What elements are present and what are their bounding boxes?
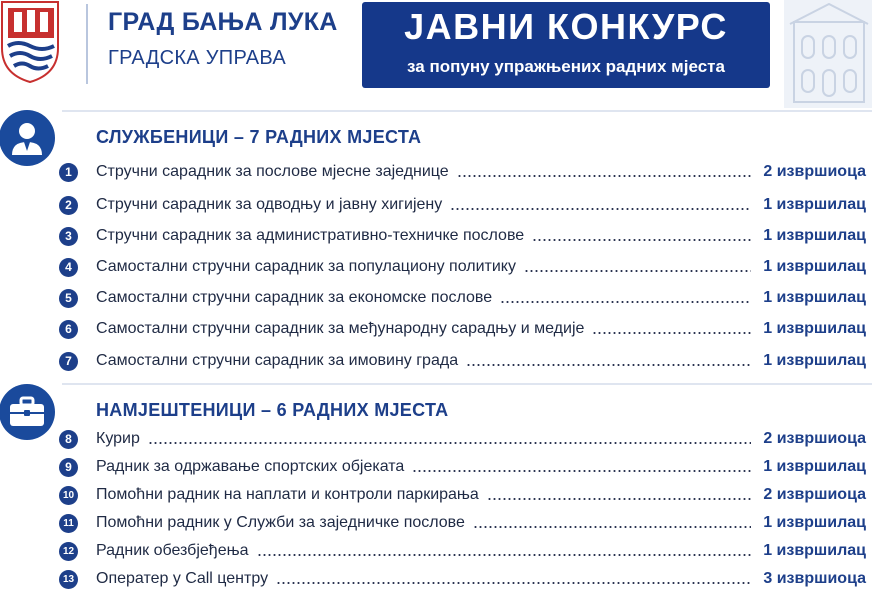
list-item (58, 286, 866, 310)
list-item (58, 455, 866, 479)
list-item (58, 255, 866, 279)
item-number: 9 (59, 458, 78, 477)
position-count: 2 извршиоца (763, 430, 866, 447)
dot-leader (450, 208, 751, 210)
city-coat-of-arms-icon (0, 0, 62, 84)
item-number: 7 (59, 352, 78, 371)
dot-leader (532, 239, 751, 241)
section-workers-badge (0, 384, 55, 440)
item-number: 2 (59, 196, 78, 215)
dot-leader (457, 175, 752, 177)
section-separator (62, 383, 872, 385)
position-title: Самостални стручни сарадник за популациону политику (96, 258, 516, 275)
city-name: ГРАД БАЊА ЛУКА (108, 8, 338, 36)
position-count: 3 извршиоца (763, 570, 866, 587)
list-item (58, 193, 866, 217)
position-title: Радник за одржавање спортских објеката (96, 458, 405, 475)
section-workers-title: НАМЈЕШТЕНИЦИ – 6 РАДНИХ МЈЕСТА (96, 400, 449, 420)
list-item (58, 539, 866, 563)
position-title: Помоћни радник на наплати и контроли паркирања (96, 486, 479, 503)
position-title: Стручни сарадник за одводњу и јавну хигијену (96, 196, 443, 213)
dot-leader (473, 526, 751, 528)
item-number: 5 (59, 289, 78, 308)
position-count: 1 извршилац (763, 320, 866, 337)
item-number: 6 (59, 320, 78, 339)
position-count: 2 извршиоца (763, 486, 866, 503)
dot-leader (524, 270, 751, 272)
item-number: 13 (59, 570, 78, 589)
list-item (58, 567, 866, 591)
item-number: 1 (59, 163, 78, 182)
list-item (58, 511, 866, 535)
position-title: Стручни сарадник за послове мјесне заједнице (96, 163, 449, 180)
dot-leader (412, 470, 751, 472)
dot-leader (466, 364, 751, 366)
title-banner (362, 2, 770, 88)
position-count: 1 извршилац (763, 196, 866, 213)
dot-leader (148, 442, 752, 444)
position-count: 2 извршиоца (763, 163, 866, 180)
item-number: 12 (59, 542, 78, 561)
section-employees-badge (0, 110, 55, 166)
position-title: Радник обезбјеђења (96, 542, 249, 559)
position-title: Самостални стручни сарадник за међународну сарадњу и медије (96, 320, 585, 337)
item-number: 3 (59, 227, 78, 246)
position-count: 1 извршилац (763, 514, 866, 531)
item-number: 4 (59, 258, 78, 277)
list-item (58, 224, 866, 248)
person-icon (10, 120, 44, 156)
list-item (58, 349, 866, 373)
position-count: 1 извршилац (763, 258, 866, 275)
dot-leader (257, 554, 752, 556)
department-name: ГРАДСКА УПРАВА (108, 47, 287, 69)
briefcase-icon (9, 396, 45, 428)
position-count: 1 извршилац (763, 289, 866, 306)
header-separator (62, 110, 872, 112)
position-title: Самостални стручни сарадник за економске послове (96, 289, 493, 306)
item-number: 10 (59, 486, 78, 505)
position-title: Самостални стручни сарадник за имовину града (96, 352, 459, 369)
item-number: 8 (59, 430, 78, 449)
dot-leader (592, 332, 751, 334)
dot-leader (487, 498, 752, 500)
position-count: 1 извршилац (763, 542, 866, 559)
position-title: Курир (96, 430, 140, 447)
banner-subtitle: за попуну упражњених радних мјеста (407, 57, 725, 76)
list-item (58, 160, 866, 184)
dot-leader (500, 301, 751, 303)
dot-leader (276, 582, 751, 584)
list-item (58, 483, 866, 507)
city-hall-building-icon (784, 0, 872, 108)
banner-title: ЈАВНИ КОНКУРС (404, 6, 728, 47)
position-count: 1 извршилац (763, 227, 866, 244)
position-title: Стручни сарадник за административно-техничке послове (96, 227, 525, 244)
header (0, 0, 872, 108)
section-employees-title: СЛУЖБЕНИЦИ – 7 РАДНИХ МЈЕСТА (96, 127, 422, 147)
list-item (58, 317, 866, 341)
position-count: 1 извршилац (763, 352, 866, 369)
position-title: Оператер у Call центру (96, 570, 269, 587)
header-divider (86, 4, 88, 84)
position-title: Помоћни радник у Служби за заједничке послове (96, 514, 465, 531)
position-count: 1 извршилац (763, 458, 866, 475)
item-number: 11 (59, 514, 78, 533)
list-item (58, 427, 866, 451)
